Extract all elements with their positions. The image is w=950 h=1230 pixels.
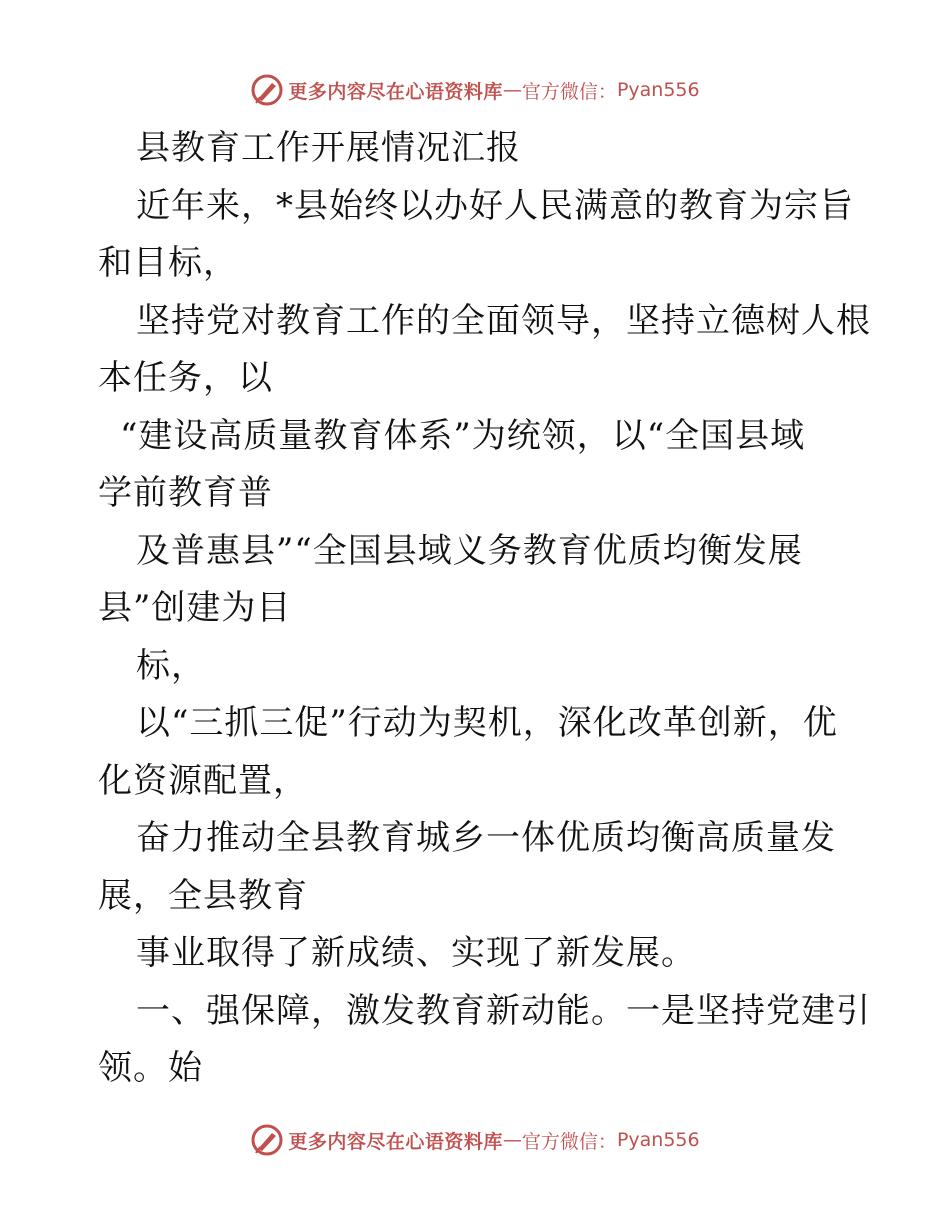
- banner-wechat-label: 官方微信：: [521, 80, 617, 103]
- doc-line: 化资源配置，: [98, 760, 308, 801]
- doc-line: 标，: [136, 645, 206, 686]
- doc-line: 奋力推动全县教育城乡一体优质均衡高质量发: [136, 818, 836, 858]
- doc-line: 近年来，*县始终以办好人民满意的教育为宗旨: [136, 185, 854, 226]
- banner-text: 更多内容尽在心语资料库: [288, 80, 503, 103]
- doc-line: 及普惠县”“全国县域义务教育优质均衡发展: [136, 530, 803, 571]
- header-banner: [0, 70, 950, 110]
- pen-logo-icon: [250, 73, 284, 107]
- doc-line: 县”创建为目: [98, 588, 292, 628]
- doc-line: 一、强保障，激发教育新动能。一是坚持党建引: [136, 990, 871, 1031]
- banner-wechat-label: 官方微信：: [521, 1130, 617, 1153]
- doc-line: 事业取得了新成绩、实现了新发展。: [136, 933, 696, 973]
- footer-banner: [0, 1120, 950, 1160]
- doc-line: 和目标，: [98, 243, 238, 283]
- document-body: [98, 120, 871, 1098]
- pen-logo-icon: [250, 1123, 284, 1157]
- doc-title: 县教育工作开展情况汇报: [136, 128, 521, 168]
- doc-line: “建设高质量教育体系”为统领，以“全国县域: [120, 415, 806, 456]
- banner-wechat-id: Pyan556: [616, 1129, 700, 1151]
- doc-line: 展，全县教育: [98, 875, 308, 916]
- doc-line: 以“三抓三促”行动为契机，深化改革创新，优: [136, 703, 838, 743]
- doc-line: 坚持党对教育工作的全面领导，坚持立德树人根: [136, 300, 871, 341]
- banner-separator: —: [502, 1129, 522, 1151]
- banner-text: 更多内容尽在心语资料库: [288, 1130, 503, 1153]
- doc-line: 学前教育普: [98, 473, 273, 513]
- doc-line: 本任务，以: [98, 358, 273, 398]
- banner-separator: —: [502, 79, 522, 101]
- doc-line: 领。始: [98, 1048, 203, 1088]
- banner-wechat-id: Pyan556: [616, 79, 700, 101]
